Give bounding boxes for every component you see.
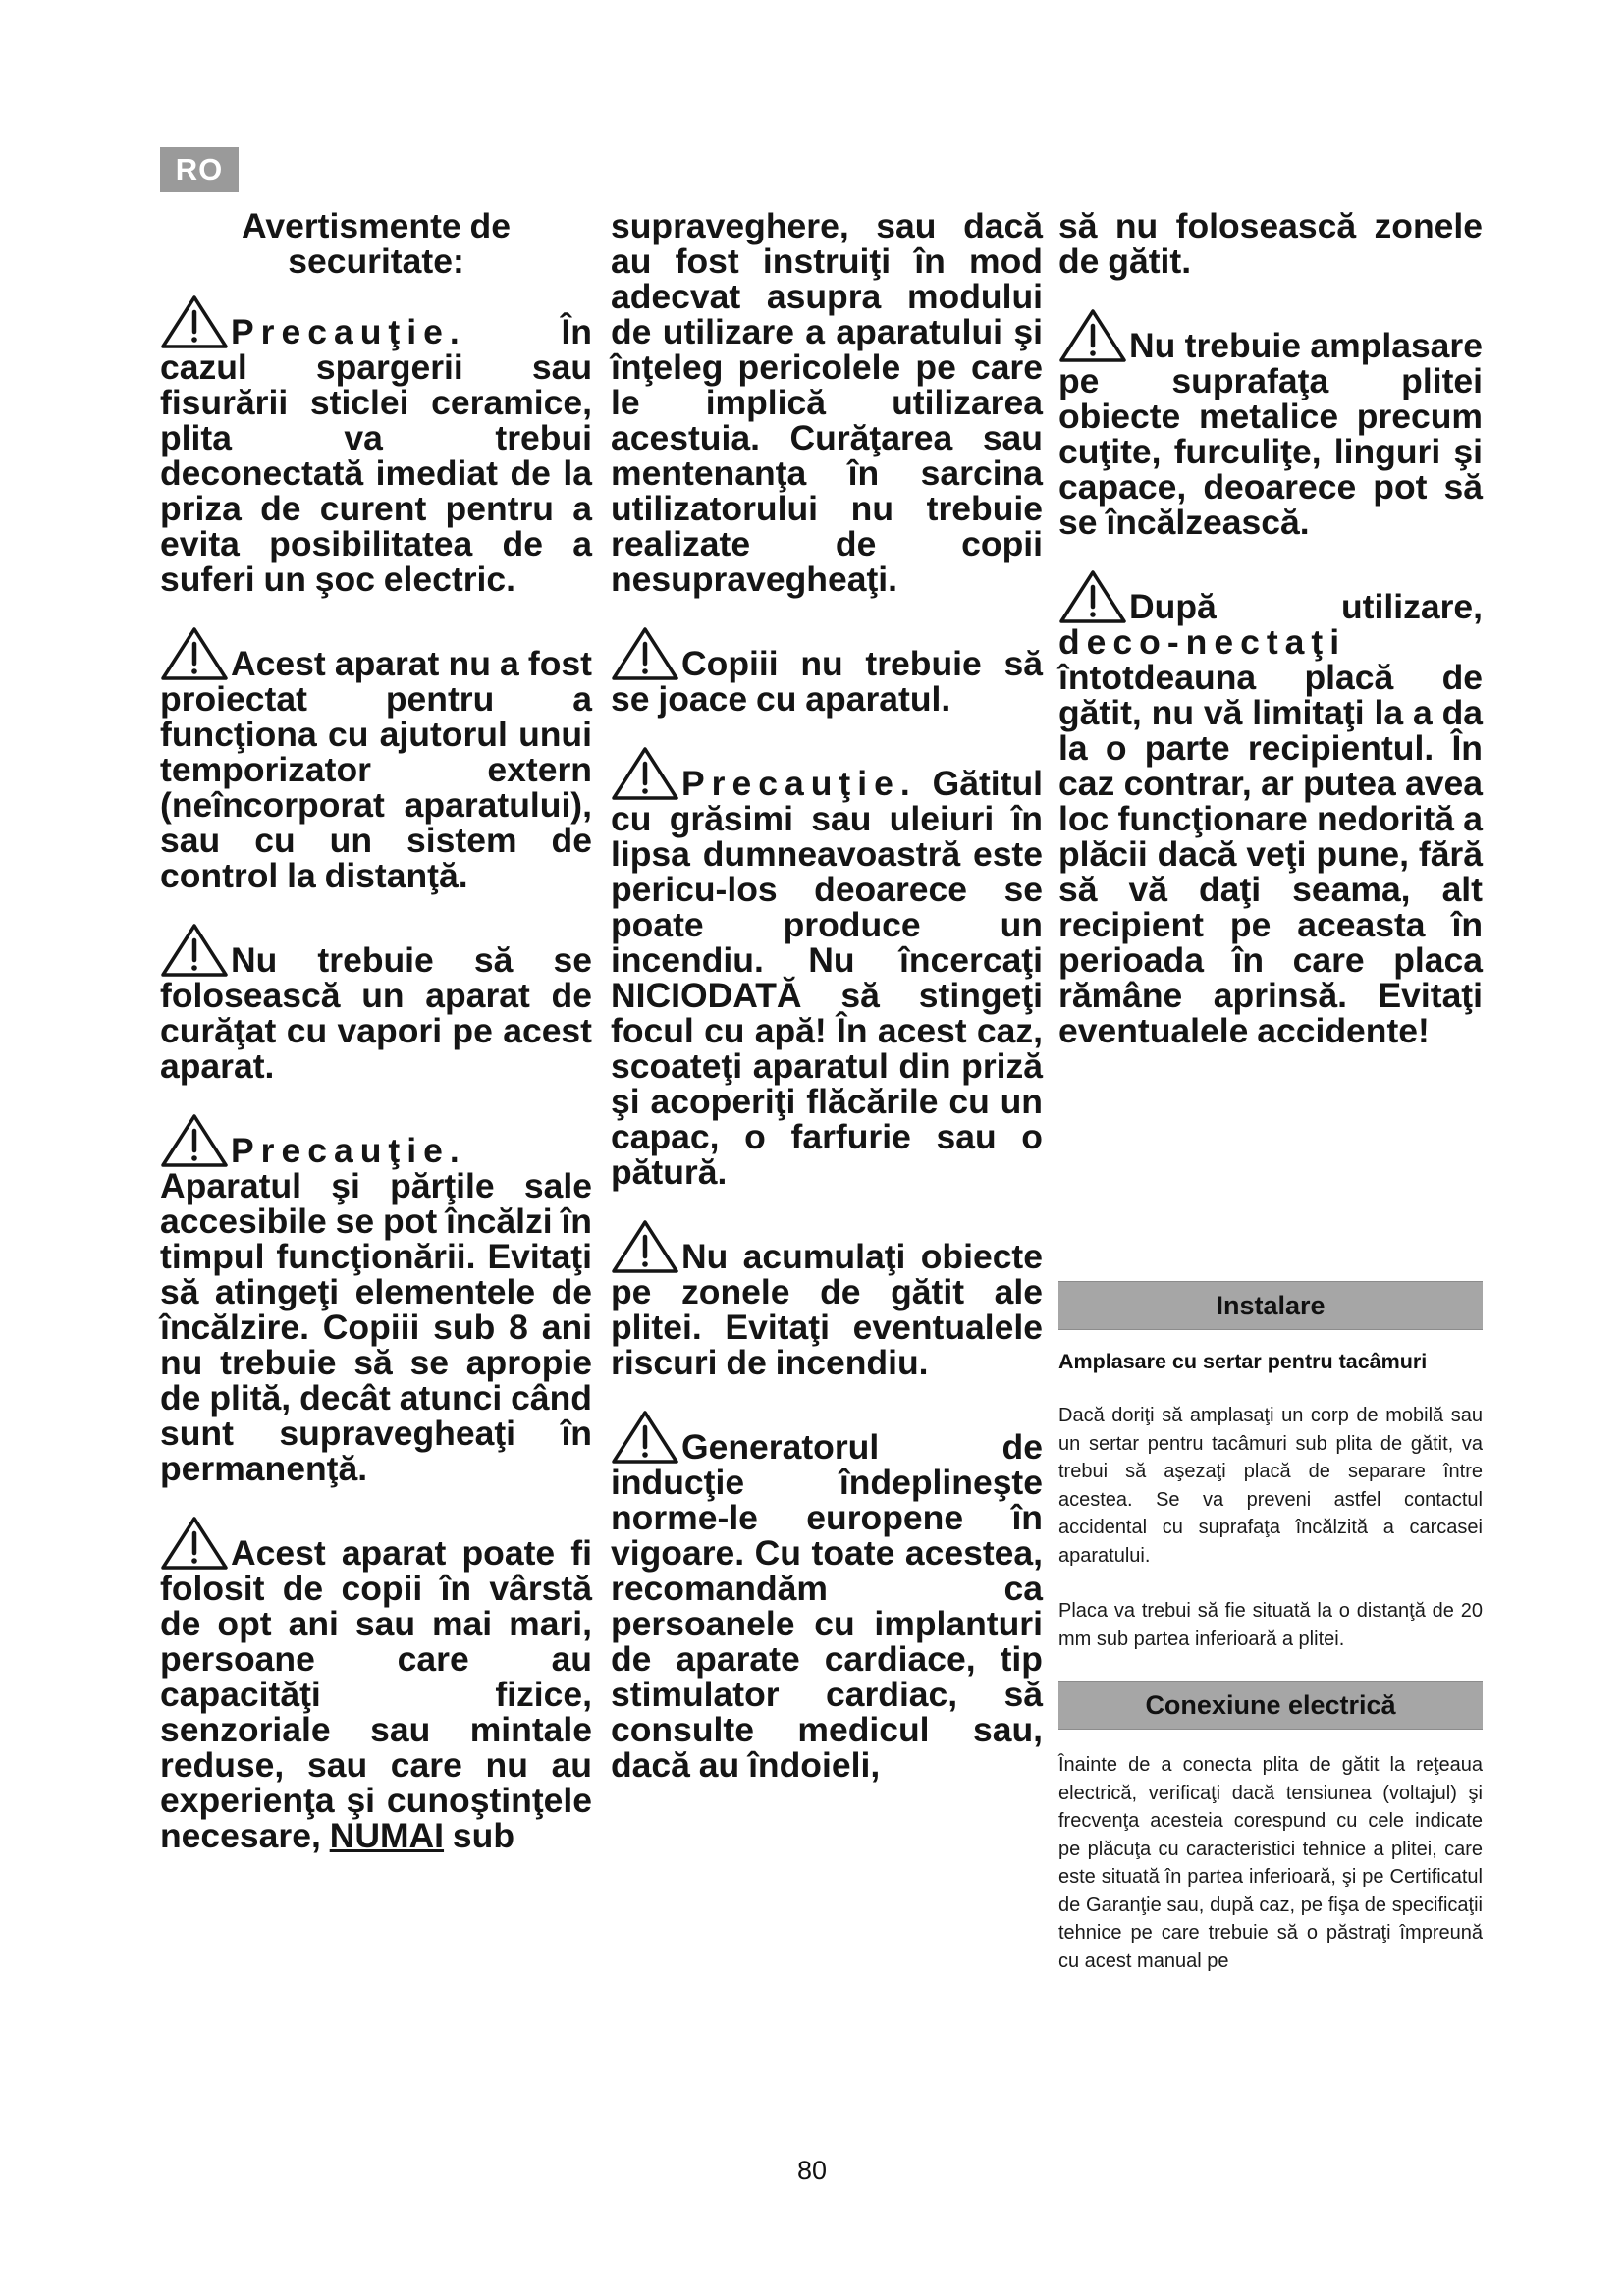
electrical-connection-header: Conexiune electrică [1058, 1681, 1483, 1730]
warning-triangle-icon [1058, 308, 1127, 363]
warning-induction-pacemaker: Generatorul de inducţie îndeplineşte norme-le europene în vigoare. Cu toate acestea, recomandăm ca persoanele cu implanturi de aparate cardiace, tip stimulator cardiac, să consulte medicul sau, dacă au îndoieli, [611, 1410, 1043, 1783]
warning-induction-pacemaker-continued: să nu folosească zonele de gătit. [1058, 206, 1483, 281]
warning-triangle-icon [611, 1410, 679, 1465]
warning-external-timer: Acest aparat nu a fost proiectat pentru a funcţiona cu ajutorul unui temporizator extern (neîncorporat aparatului), sau cu un sistem de control la distanţă. [160, 626, 592, 893]
warning-metal-objects: Nu trebuie amplasare pe suprafaţa plitei obiecte metalice precum cuţite, furculiţe, linguri şi capace, deoarece pot să se încălzească. [1058, 308, 1483, 540]
safety-warnings-title: Avertismente de securitate: [242, 206, 511, 281]
warning-oil-fire: Precauţie. Gătitul cu grăsimi sau uleiuri în lipsa dumneavoastră este pericu-los deoarece se poate produce un incendiu. Nu încercaţi NICIODATĂ să stingeţi focul cu apă! În acest caz, scoateţi aparatul din priză şi acoperiţi flăcările cu un capac, o farfurie sau o pătură. [611, 746, 1043, 1190]
warning-triangle-icon [160, 923, 229, 978]
warning-triangle-icon [1058, 569, 1127, 624]
warning-triangle-icon [160, 626, 229, 681]
underlined-only: NUMAI [329, 1816, 445, 1855]
warning-objects-on-zones: Nu acumulaţi obiecte pe zonele de gătit ale plitei. Evitaţi eventualele riscuri de incendiu. [611, 1219, 1043, 1380]
warning-hot-parts: Precauţie. Aparatul şi părţile sale accesibile se pot încălzi în timpul funcţionării. Evitaţi să atingeţi elementele de încălzire. Copiii sub 8 ani nu trebuie să se apropie de plită, decât atunci când sunt supravegheaţi în permanenţă. [160, 1113, 592, 1486]
warning-disconnect-after-use: După utilizare, deco-nectaţi întotdeauna placă de gătit, nu vă limitaţi la a da la o parte recipientul. În caz contrar, ar putea avea loc funcţionare nedorită a plăcii dacă veţi pune, fără să vă daţi seama, alt recipient pe aceasta în perioada în care placa rămâne aprinsă. Evitaţi eventualele accidente! [1058, 569, 1483, 1048]
warning-triangle-icon [160, 294, 229, 349]
column-1 [160, 208, 592, 1883]
electrical-connection-paragraph: Înainte de a conecta plita de gătit la reţeaua electrică, verificaţi dacă tensiunea (voltajul) şi frecvenţa acesteia corespund cu cele indicate pe plăcuţa cu caracteristici tehnice a plitei, care este situată în partea inferioară, şi pe Certificatul de Garanţie sau, după caz, pe fişa de specificaţii tehnice pe care trebuie să o păstraţi împreună cu acest manual pe [1058, 1754, 1483, 1972]
column-2 [611, 208, 1043, 1812]
warning-triangle-icon [160, 1516, 229, 1571]
installation-header: Instalare [1058, 1281, 1483, 1330]
warning-triangle-icon [611, 746, 679, 801]
warning-ceramic-glass: Precauţie. În cazul spargerii sau fisurării sticlei ceramice, plita va trebui deconectată imediat de la priza de curent pentru a evita posibilitatea de a suferi un şoc electric. [160, 294, 592, 597]
warning-triangle-icon [611, 1219, 679, 1274]
column-3 [1058, 208, 1483, 1078]
warning-triangle-icon [160, 1113, 229, 1168]
warning-steam-cleaner: Nu trebuie să se folosească un aparat de curăţat cu vapori pe acest aparat. [160, 923, 592, 1084]
warning-children-use: Acest aparat poate fi folosit de copii în vârstă de opt ani sau mai mari, persoane care au capacităţi fizice, senzoriale sau mintale reduse, sau care nu au experienţa şi cunoştinţele necesare, NUMAI sub [160, 1516, 592, 1853]
cutlery-drawer-paragraph: Dacă doriţi să amplasaţi un corp de mobilă sau un sertar pentru tacâmuri sub plita de gătit, va trebui să aşezaţi placă de separare între acestea. Se va preveni astfel contactul accidental cu suprafaţa încălzită a carcasei aparatului. [1058, 1405, 1483, 1567]
page-number: 80 [796, 2156, 828, 2185]
language-badge: RO [160, 147, 239, 192]
installation-sections [1058, 1281, 1483, 2002]
cutlery-drawer-subheading: Amplasare cu sertar pentru tacâmuri [1058, 1350, 1428, 1373]
warning-children-play: Copiii nu trebuie să se joace cu aparatul. [611, 626, 1043, 717]
warning-triangle-icon [611, 626, 679, 681]
separator-distance-paragraph: Placa va trebui să fie situată la o distanţă de 20 mm sub partea inferioară a plitei. [1058, 1600, 1483, 1650]
warning-children-use-continued: supraveghere, sau dacă au fost instruiţi în mod adecvat asupra modului de utilizare a aparatului şi înţeleg pericolele pe care le implică utilizarea acestuia. Curăţarea sau mentenanţa în sarcina utilizatorului nu trebuie realizate de copii nesupravegheaţi. [611, 206, 1043, 599]
